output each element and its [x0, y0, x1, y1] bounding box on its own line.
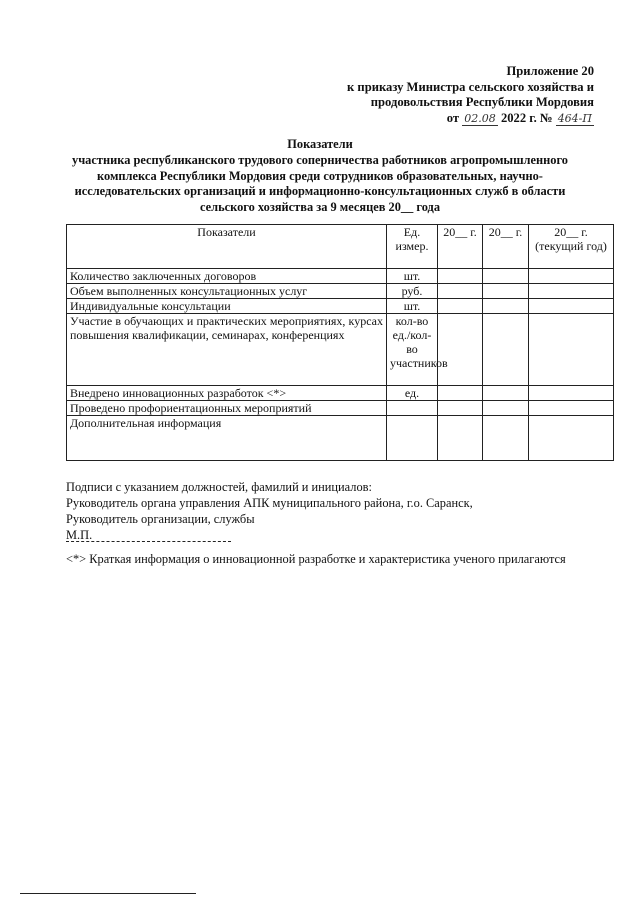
table-row [67, 299, 614, 314]
document-subtitle: участника республиканского трудового соперничества работников агропромышленного комплекса Республики Мордовия среди сотрудников образовательных, научно-исследовательских организаций и информационно-консультационных служб в области сельского хозяйства за 9 месяцев 20__ года [72, 153, 568, 214]
row-value-year-current [529, 269, 614, 284]
row-indicator: Количество заключенных договоров [67, 269, 387, 284]
row-indicator: Дополнительная информация [67, 416, 387, 461]
appendix-ministry-line: продовольствия Республики Мордовия [370, 95, 594, 109]
date-suffix: 2022 г. № [500, 110, 553, 125]
header-year-current: 20__ г. (текущий год) [529, 225, 614, 269]
row-value-year-1 [438, 269, 483, 284]
table-row [67, 416, 614, 461]
indicators-table [66, 224, 614, 461]
row-indicator: Проведено профориентационных мероприятий [67, 401, 387, 416]
footnote: <*> Краткая информация о инновационной разработке и характеристика ученого прилагаются [66, 552, 566, 566]
row-indicator: Участие в обучающих и практических мероприятиях, курсах повышения квалификации, семинарах, конференциях [67, 314, 387, 386]
handwritten-date: 02.08 [464, 111, 496, 125]
row-value-year-2 [483, 284, 529, 299]
row-unit: шт. [387, 299, 438, 314]
row-value-year-current [529, 314, 614, 386]
table-row [67, 314, 614, 386]
row-value-year-2 [483, 416, 529, 461]
header-year-1: 20__ г. [438, 225, 483, 269]
row-value-year-1 [438, 416, 483, 461]
row-value-year-current [529, 401, 614, 416]
table-row [67, 386, 614, 401]
row-unit: ед. [387, 386, 438, 401]
handwritten-number: 464-П [557, 111, 592, 125]
row-value-year-current [529, 416, 614, 461]
appendix-title: Приложение 20 [506, 64, 594, 78]
row-indicator: Объем выполненных консультационных услуг [67, 284, 387, 299]
row-unit: руб. [387, 284, 438, 299]
row-value-year-current [529, 284, 614, 299]
row-value-year-1 [438, 314, 483, 386]
signatures-instruction: Подписи с указанием должностей, фамилий и инициалов: [66, 480, 372, 494]
appendix-date-line [347, 111, 594, 127]
header-indicator: Показатели [67, 225, 387, 269]
row-value-year-current [529, 299, 614, 314]
page-bottom-line [20, 893, 196, 894]
row-indicator: Внедрено инновационных разработок <*> [67, 386, 387, 401]
signatures-apk-head: Руководитель органа управления АПК муниципального района, г.о. Саранск, [66, 496, 473, 510]
row-value-year-current [529, 386, 614, 401]
header-unit: Ед. измер. [387, 225, 438, 269]
document-heading: Показатели [287, 137, 353, 151]
appendix-block [347, 64, 594, 126]
row-unit [387, 401, 438, 416]
header-year-2: 20__ г. [483, 225, 529, 269]
row-value-year-2 [483, 401, 529, 416]
row-unit: кол-во ед./кол-во участников [387, 314, 438, 386]
row-value-year-2 [483, 269, 529, 284]
row-indicator: Индивидуальные консультации [67, 299, 387, 314]
row-value-year-2 [483, 299, 529, 314]
table-header-row [67, 225, 614, 269]
table-row [67, 284, 614, 299]
row-value-year-1 [438, 401, 483, 416]
date-prefix: от [446, 110, 460, 125]
row-value-year-2 [483, 386, 529, 401]
row-value-year-1 [438, 386, 483, 401]
signatures-org-head: Руководитель организации, службы [66, 512, 255, 526]
seal-placeholder: М.П. [66, 528, 93, 542]
appendix-order-line: к приказу Министра сельского хозяйства и [347, 79, 594, 94]
signatures-block [66, 479, 473, 543]
table-row [67, 401, 614, 416]
row-unit [387, 416, 438, 461]
row-value-year-1 [438, 284, 483, 299]
row-value-year-2 [483, 314, 529, 386]
row-unit: шт. [387, 269, 438, 284]
row-value-year-1 [438, 299, 483, 314]
table-row [67, 269, 614, 284]
footnote-separator [66, 541, 231, 542]
